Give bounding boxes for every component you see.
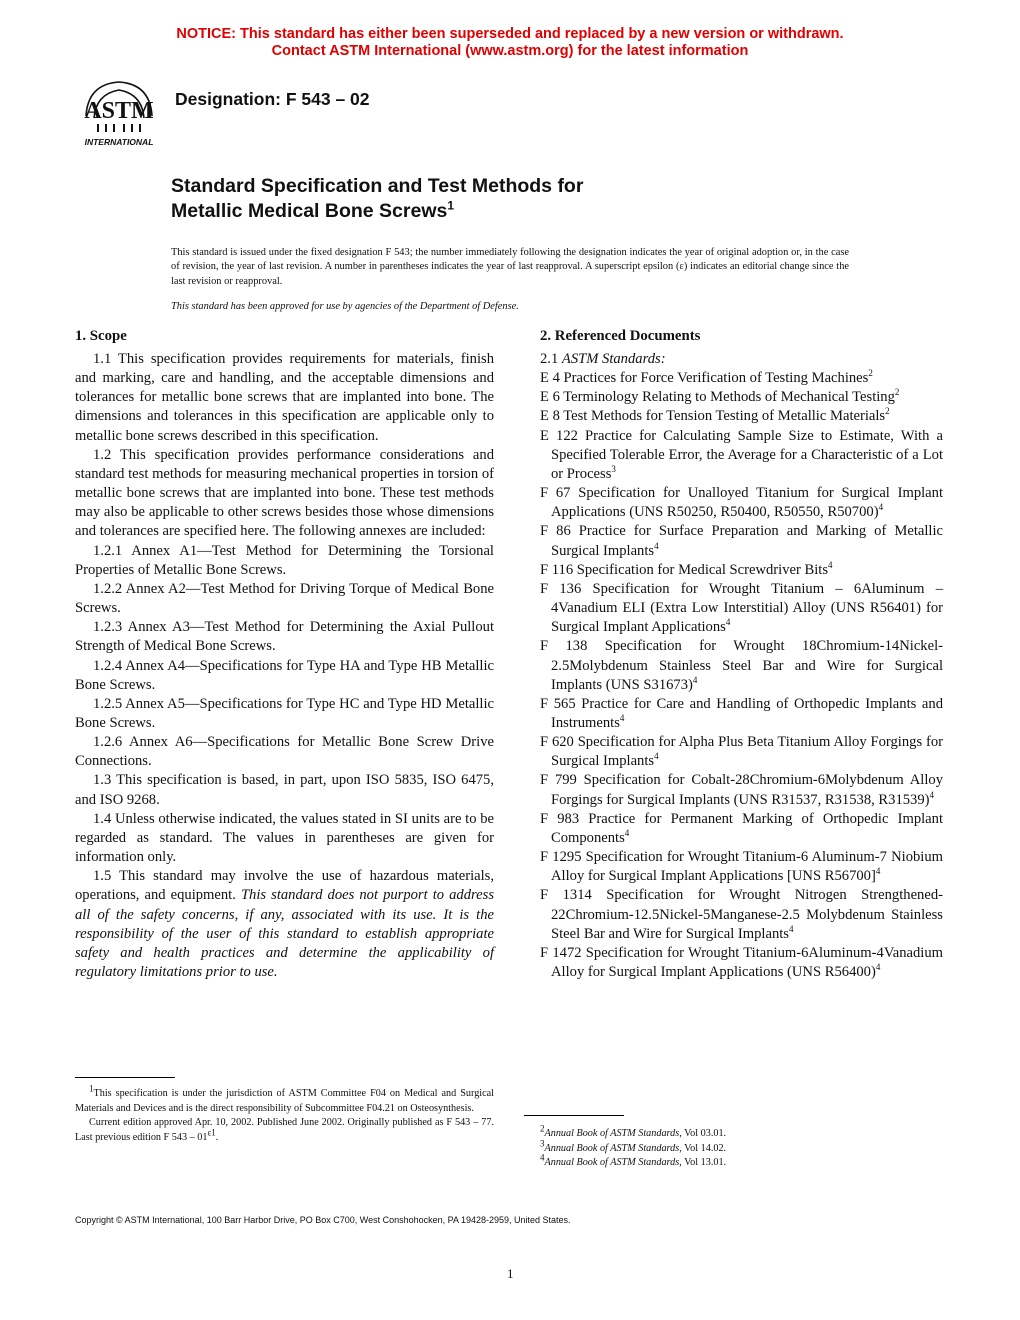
ref-footnote-mark: 4 <box>654 540 659 551</box>
refs-subheading: 2.1 ASTM Standards: <box>540 351 666 367</box>
notice-line-2: Contact ASTM International (www.astm.org) for the latest information <box>271 43 749 59</box>
para-1-2-5: 1.2.5 Annex A5—Specifications for Type HC and Type HD Metallic Bone Screws. <box>75 695 494 731</box>
ref-item: F 799 Specification for Cobalt-28Chromium-6Molybdenum Alloy Forgings for Surgical Implants (UNS R31537, R31538, R31539)$^4$ <box>540 772 943 808</box>
ref-footnote-mark: 4 <box>929 789 934 800</box>
footnote-3: $^3$Annual Book of ASTM Standards, Vol 14.02. <box>540 1138 727 1154</box>
para-1-4: 1.4 Unless otherwise indicated, the values stated in SI units are to be regarded as standard. The values in parentheses are given for information only. <box>75 810 494 866</box>
ref-footnote-mark: 4 <box>789 923 794 934</box>
footnotes-left <box>75 1083 494 1145</box>
para-1-3: 1.3 This specification is based, in part, upon ISO 5835, ISO 6475, and ISO 9268. <box>75 772 494 808</box>
ref-item: E 4 Practices for Force Verification of Testing Machines$^2$ <box>540 368 873 387</box>
notice-line-1: NOTICE: This standard has either been superseded and replaced by a new version or withdrawn. <box>176 26 844 42</box>
designation: Designation: F 543 – 02 <box>175 89 370 109</box>
ref-item: F 136 Specification for Wrought Titanium – 6Aluminum – 4Vanadium ELI (Extra Low Interstitial) Alloy (UNS R56401) for Surgical Implant Applications$^4$ <box>540 580 943 636</box>
refs-heading: 2. Referenced Documents <box>540 328 701 344</box>
ref-item: E 8 Test Methods for Tension Testing of Metallic Materials$^2$ <box>540 406 890 425</box>
ref-item: F 1314 Specification for Wrought Nitrogen Strengthened-22Chromium-12.5Nickel-5Manganese-2.5 Molybdenum Stainless Steel Bar and Wire for Surgical Implants$^4$ <box>540 887 943 942</box>
scope-heading: 1. Scope <box>75 328 127 344</box>
logo-text: ASTM <box>84 98 154 124</box>
title-line-2: Metallic Medical Bone Screws$^1$ <box>171 198 455 222</box>
referenced-documents-section <box>540 327 943 982</box>
ref-footnote-mark: 4 <box>875 866 881 877</box>
ref-footnote-mark: 4 <box>828 559 833 570</box>
ref-item: E 122 Practice for Calculating Sample Size to Estimate, With a Specified Tolerable Error, the Average for a Characteristic of a Lot or Process$^3$ <box>540 427 943 482</box>
ref-item: F 565 Practice for Care and Handling of Orthopedic Implants and Instruments$^4$ <box>540 695 943 731</box>
para-1-2-3: 1.2.3 Annex A3—Test Method for Determining the Axial Pullout Strength of Medical Bone Screws. <box>75 619 494 655</box>
para-1-1: 1.1 This specification provides requirements for materials, finish and marking, care and handling, and the acceptable dimensions and tolerances for metallic bone screws that are implanted into bone. The dimensions and tolerances in this specification are applicable only to metallic bone screws described in this specification. <box>75 351 494 444</box>
edition-note: Current edition approved Apr. 10, 2002. Published June 2002. Originally published as F 543 – 77. Last previous edition F $543 - 01^{\varepsilon 1}$. <box>75 1117 494 1143</box>
ref-list <box>540 369 943 982</box>
ref-footnote-mark: 4 <box>878 502 884 513</box>
footnote-4: $^4$Annual Book of ASTM Standards, Vol 13.01. <box>540 1152 727 1169</box>
para-1-5: 1.5 This standard may involve the use of hazardous materials, operations, and equipment. This standard does not purport to address all of the safety concerns, if any, associated with its use. It is the responsibility of the user of this standard to establish appropriate safety and health practices and determine the applicability of regulatory limitations prior to use. <box>75 868 494 980</box>
ref-item: F 67 Specification for Unalloyed Titanium for Surgical Implant Applications (UNS R50250, R50400, R50550, R50700)$^4$ <box>540 485 943 521</box>
logo-subtext: INTERNATIONAL <box>84 137 154 147</box>
ref-item: F 1472 Specification for Wrought Titanium-6Aluminum-4Vanadium Alloy for Surgical Implant Applications (UNS R56400)$^4$ <box>540 944 943 980</box>
para-1-2-2: 1.2.2 Annex A2—Test Method for Driving Torque of Medical Bone Screws. <box>75 580 494 617</box>
footnote-2: $^2$Annual Book of ASTM Standards, Vol 03.01. <box>540 1123 727 1139</box>
safety-caveat: This standard does not purport to address all of the safety concerns, if any, associated with its use. It is the responsibility of the user of this standard to establish appropriate safety and health practices and determine the applicability of regulatory limitations prior to use. <box>75 887 494 980</box>
ref-footnote-mark: 2 <box>894 387 900 398</box>
ref-item: F 138 Specification for Wrought 18Chromium-14Nickel-2.5Molybdenum Stainless Steel Bar and Wire for Surgical Implants (UNS S31673)$^4$ <box>540 638 943 693</box>
page-number: 1 <box>507 1266 514 1281</box>
ref-item: E 6 Terminology Relating to Methods of Mechanical Testing$^2$ <box>540 387 900 406</box>
para-1-2: 1.2 This specification provides performance considerations and standard test methods for measuring mechanical properties in torsion of metallic bone screws that are implanted into bone. These test methods may also be applicable to other screws besides those whose dimensions and tolerances are specified here. The following annexes are included: <box>75 446 494 540</box>
approved-note: This standard has been approved for use by agencies of the Department of Defense. <box>171 301 519 312</box>
footnote-rule-left <box>75 1077 175 1078</box>
para-1-2-6: 1.2.6 Annex A6—Specifications for Metallic Bone Screw Drive Connections. <box>75 734 494 770</box>
astm-logo <box>78 76 160 148</box>
ref-footnote-mark: 4 <box>624 828 630 839</box>
ref-footnote-mark: 4 <box>692 674 698 685</box>
ref-item: F 86 Practice for Surface Preparation and Marking of Metallic Surgical Implants$^4$ <box>540 523 943 559</box>
ref-footnote-mark: 4 <box>725 617 731 628</box>
footnote-rule-right <box>524 1115 624 1116</box>
ref-footnote-mark: 2 <box>868 368 873 379</box>
issued-note: This standard is issued under the fixed designation F 543; the number immediately following the designation indicates the year of original adoption or, in the case of revision, the year of last revision. A number in parentheses indicates the year of last reapproval. A superscript epsilon (ε) indicates an editorial change since the last revision or reapproval. <box>171 247 849 287</box>
copyright-line: Copyright © ASTM International, 100 Barr Harbor Drive, PO Box C700, West Conshohocken, PA 19428-2959, United States. <box>75 1215 571 1225</box>
ref-footnote-mark: 4 <box>875 962 881 973</box>
ref-footnote-mark: 3 <box>611 464 616 475</box>
scope-section <box>75 327 494 982</box>
title-footnote-mark: 1 <box>447 198 455 213</box>
ref-item: F 1295 Specification for Wrought Titanium-6 Aluminum-7 Niobium Alloy for Surgical Implant Applications [UNS R56700]$^4$ <box>540 849 943 885</box>
ref-item: F 116 Specification for Medical Screwdriver Bits$^4$ <box>540 559 833 578</box>
footnotes-right <box>540 1123 943 1171</box>
para-1-2-1: 1.2.1 Annex A1—Test Method for Determining the Torsional Properties of Metallic Bone Screws. <box>75 542 494 578</box>
ref-item: F 620 Specification for Alpha Plus Beta Titanium Alloy Forgings for Surgical Implants$^4$ <box>540 734 943 770</box>
document-title <box>171 174 583 224</box>
notice-banner <box>0 26 1020 60</box>
ref-item: F 983 Practice for Permanent Marking of Orthopedic Implant Components$^4$ <box>540 810 943 846</box>
footnote-1: $^1$This specification is under the jurisdiction of ASTM Committee F04 on Medical and Surgical Materials and Devices and is the direct responsibility of Subcommittee F04.21 on Osteosynthesis. <box>75 1083 494 1114</box>
ref-footnote-mark: 4 <box>619 713 625 724</box>
para-1-2-4: 1.2.4 Annex A4—Specifications for Type HA and Type HB Metallic Bone Screws. <box>75 657 494 693</box>
ref-footnote-mark: 4 <box>654 751 659 762</box>
ref-footnote-mark: 2 <box>885 406 890 417</box>
title-line-1: Standard Specification and Test Methods for <box>171 175 584 197</box>
